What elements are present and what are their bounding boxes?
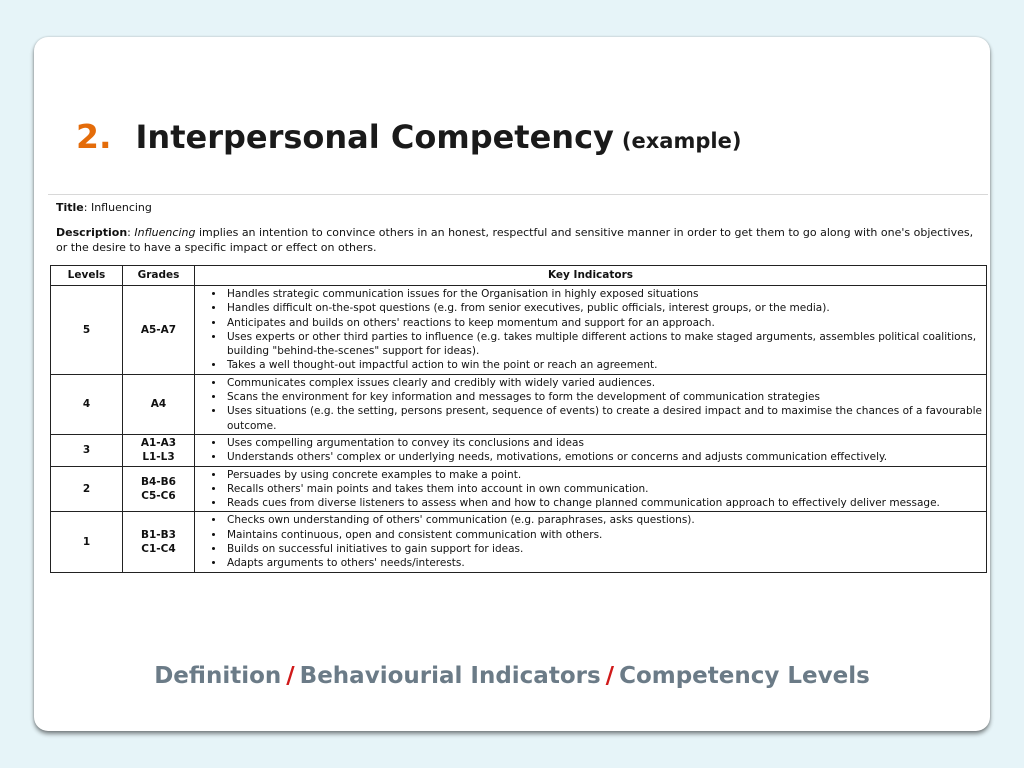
level-cell: 3 (51, 434, 123, 466)
indicators-cell (195, 434, 987, 466)
doc-description-text: implies an intention to convince others in an honest, respectful and sensitive manner in order to get them to go along with one's objectives, or the desire to have a specific impact or effect on others. (56, 226, 974, 254)
indicator-list (195, 376, 986, 433)
document-excerpt (48, 194, 988, 585)
indicator-item: • Maintains continuous, open and consistent communication with others. (225, 528, 986, 542)
grade-value: L1-L3 (142, 451, 175, 464)
footer-competency-levels: Competency Levels (619, 663, 870, 689)
grades-cell (123, 512, 195, 572)
doc-description-term: Influencing (134, 226, 196, 239)
footer-behavioural-indicators: Behaviourial Indicators (299, 663, 601, 689)
indicator-item: • Checks own understanding of others' communication (e.g. paraphrases, asks questions). (225, 513, 986, 527)
footer-separator: / (605, 663, 615, 689)
grade-value: A4 (150, 398, 167, 411)
indicator-item: • Recalls others' main points and takes them into account in own communication. (225, 482, 986, 496)
indicator-list (195, 436, 986, 465)
header-key-indicators: Key Indicators (195, 266, 987, 286)
grade-value: C5-C6 (141, 490, 176, 502)
slide-footer (34, 663, 990, 689)
slide-heading (76, 117, 741, 156)
table-header-row (51, 266, 987, 286)
grades-cell (123, 374, 195, 434)
indicator-item: • Communicates complex issues clearly and credibly with widely varied audiences. (225, 376, 986, 390)
table-row (51, 466, 987, 512)
doc-title-label: Title (56, 201, 84, 214)
header-levels: Levels (51, 266, 123, 286)
indicators-cell (195, 286, 987, 375)
grade-value: B1-B3 (141, 529, 176, 542)
table-row (51, 434, 987, 466)
grades-cell (123, 434, 195, 466)
grades-cell (123, 286, 195, 375)
level-cell: 1 (51, 512, 123, 572)
indicator-item: • Handles difficult on-the-spot questions (e.g. from senior executives, public officials, interest groups, or the media). (225, 301, 986, 315)
table-row (51, 286, 987, 375)
indicator-item: • Uses experts or other third parties to influence (e.g. takes multiple different actions to make staged arguments, assembles political coalitions, building "behind-the-scenes" support for ideas). (225, 330, 986, 359)
level-cell: 5 (51, 286, 123, 375)
table-row (51, 374, 987, 434)
grade-value: A5-A7 (140, 323, 177, 336)
grade-value: C1-C4 (141, 543, 176, 556)
indicator-list (195, 468, 986, 511)
doc-description-label: Description (56, 226, 128, 239)
grade-value: A1-A3 (140, 437, 177, 450)
level-cell: 2 (51, 466, 123, 512)
indicators-cell (195, 466, 987, 512)
indicator-item: • Understands others' complex or underlying needs, motivations, emotions or concerns and adjusts communication effectively. (225, 450, 986, 464)
doc-title-value: Influencing (90, 201, 152, 214)
indicators-cell (195, 512, 987, 572)
indicator-list (195, 513, 986, 570)
indicator-item: • Takes a well thought-out impactful action to win the point or reach an agreement. (225, 358, 986, 372)
slide-title-suffix: (example) (621, 129, 742, 153)
level-cell: 4 (51, 374, 123, 434)
indicator-item: • Reads cues from diverse listeners to assess when and how to change planned communication approach to effectively deliver message. (225, 496, 986, 510)
header-grades: Grades (123, 266, 195, 286)
indicator-item: • Anticipates and builds on others' reactions to keep momentum and support for an approach. (225, 316, 986, 330)
competency-table (50, 265, 987, 573)
doc-description: Description: Influencing implies an intention to convince others in an honest, respectful and sensitive manner in order to get them to go along with one's objectives, or the desire to have a specific impact or effect on others. (56, 226, 974, 254)
grade-value: B4-B6 (141, 476, 176, 488)
slide-number: 2. (76, 117, 112, 156)
indicator-item: • Uses situations (e.g. the setting, persons present, sequence of events) to create a desired impact and to maximise the chances of a favourable outcome. (225, 404, 986, 433)
indicator-item: • Builds on successful initiatives to gain support for ideas. (225, 542, 986, 556)
indicator-item: • Scans the environment for key information and messages to form the development of communication strategies (225, 390, 986, 404)
indicator-item: • Handles strategic communication issues for the Organisation in highly exposed situations (225, 287, 986, 301)
indicator-list (195, 287, 986, 373)
indicators-cell (195, 374, 987, 434)
indicator-item: • Uses compelling argumentation to convey its conclusions and ideas (225, 436, 986, 450)
indicator-item: • Persuades by using concrete examples to make a point. (225, 468, 986, 482)
doc-title-line: Title: Influencing (56, 201, 152, 214)
footer-separator: / (286, 663, 295, 689)
slide-card (34, 37, 990, 731)
table-row (51, 512, 987, 572)
slide-title: Interpersonal Competency (135, 118, 614, 156)
indicator-item: • Adapts arguments to others' needs/interests. (225, 556, 986, 570)
grades-cell (123, 466, 195, 512)
footer-definition: Definition (154, 663, 282, 689)
